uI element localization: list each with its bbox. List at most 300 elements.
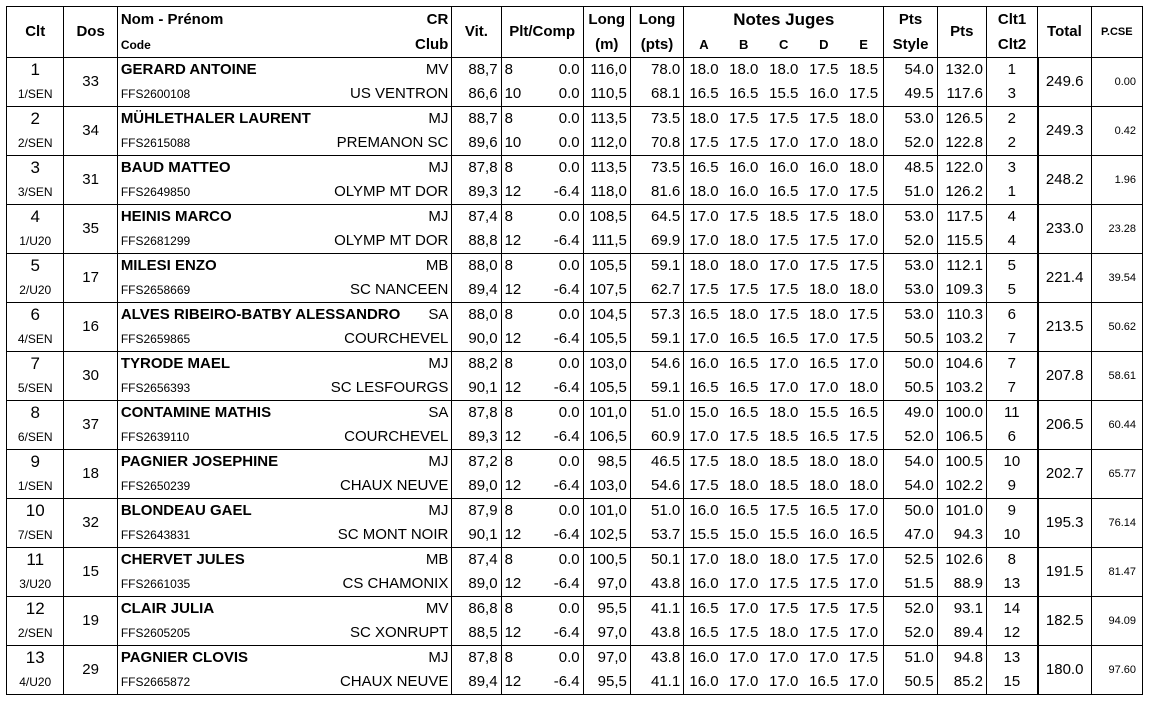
- total-score: 248.2: [1038, 156, 1091, 205]
- total-score: 221.4: [1038, 254, 1091, 303]
- judge-note-a-1: 15.0: [684, 401, 724, 426]
- judge-note-c-2: 18.5: [764, 425, 804, 450]
- style-points-1: 53.0: [884, 303, 937, 328]
- regional-committee: MJ: [428, 649, 449, 666]
- judge-note-a-1: 16.5: [684, 597, 724, 622]
- judge-note-c-1: 18.5: [764, 450, 804, 475]
- judge-note-c-2: 15.5: [764, 523, 804, 548]
- judge-note-e-2: 18.0: [844, 278, 884, 303]
- jump-rank-2: 15: [986, 670, 1037, 695]
- jump-rank-2: 1: [986, 180, 1037, 205]
- style-points-2: 47.0: [884, 523, 937, 548]
- code-club-cell: [117, 278, 452, 303]
- style-points-1: 52.5: [884, 548, 937, 573]
- judge-note-b-2: 16.5: [724, 82, 764, 107]
- club-name: SC NANCEEN: [349, 281, 449, 298]
- jump-rank-1: 10: [986, 450, 1037, 475]
- licence-code: FFS2643831: [120, 528, 191, 542]
- gate-2: 10: [501, 82, 528, 107]
- gate-2: 12: [501, 376, 528, 401]
- judge-note-a-1: 16.5: [684, 303, 724, 328]
- speed-1: 88,0: [452, 254, 501, 279]
- licence-code: FFS2681299: [120, 234, 191, 248]
- speed-1: 87,4: [452, 205, 501, 230]
- style-points-2: 51.5: [884, 572, 937, 597]
- style-points-2: 52.0: [884, 621, 937, 646]
- jump-rank-1: 14: [986, 597, 1037, 622]
- licence-code: FFS2639110: [120, 430, 190, 444]
- table-row: [7, 229, 1143, 254]
- speed-1: 88,2: [452, 352, 501, 377]
- judge-note-e-2: 17.0: [844, 621, 884, 646]
- regional-committee: SA: [428, 306, 449, 323]
- header-nom-cr: [117, 7, 452, 33]
- table-row: [7, 621, 1143, 646]
- judge-note-d-1: 18.0: [804, 450, 844, 475]
- jump-rank-1: 3: [986, 156, 1037, 181]
- table-row: [7, 156, 1143, 181]
- style-points-1: 53.0: [884, 205, 937, 230]
- judge-note-e-1: 18.0: [844, 450, 884, 475]
- judge-note-d-2: 16.5: [804, 425, 844, 450]
- judge-note-a-2: 17.0: [684, 229, 724, 254]
- jump-rank-1: 9: [986, 499, 1037, 524]
- judge-note-d-2: 17.5: [804, 621, 844, 646]
- style-points-1: 49.0: [884, 401, 937, 426]
- judge-note-a-1: 17.5: [684, 450, 724, 475]
- distance-pts-2: 62.7: [630, 278, 683, 303]
- table-row: [7, 180, 1143, 205]
- judge-note-b-2: 15.0: [724, 523, 764, 548]
- distance-pts-1: 73.5: [630, 107, 683, 132]
- judge-note-c-2: 16.5: [764, 180, 804, 205]
- judge-note-c-2: 18.5: [764, 474, 804, 499]
- header-pts: Pts: [937, 7, 986, 58]
- athlete-name: BLONDEAU GAEL: [120, 502, 252, 519]
- judge-note-c-2: 15.5: [764, 82, 804, 107]
- judge-note-a-2: 16.0: [684, 670, 724, 695]
- compensation-1: 0.0: [528, 205, 583, 230]
- judge-note-c-2: 17.5: [764, 278, 804, 303]
- compensation-2: -6.4: [528, 670, 583, 695]
- bib-number: 34: [64, 107, 117, 156]
- table-row: [7, 425, 1143, 450]
- judge-note-e-1: 17.5: [844, 597, 884, 622]
- gate-1: 8: [501, 254, 528, 279]
- judge-note-c-1: 18.0: [764, 58, 804, 83]
- jump-points-2: 103.2: [937, 327, 986, 352]
- distance-m-2: 107,5: [583, 278, 630, 303]
- header-pcse: P.CSE: [1091, 7, 1142, 58]
- judge-note-a-1: 17.0: [684, 205, 724, 230]
- licence-code: FFS2665872: [120, 675, 191, 689]
- distance-m-2: 106,5: [583, 425, 630, 450]
- judge-note-b-2: 17.5: [724, 621, 764, 646]
- speed-1: 87,8: [452, 156, 501, 181]
- code-club-cell: [117, 327, 452, 352]
- table-row: [7, 474, 1143, 499]
- total-score: 202.7: [1038, 450, 1091, 499]
- regional-committee: MV: [425, 600, 449, 617]
- judge-note-b-1: 18.0: [724, 548, 764, 573]
- licence-code: FFS2605205: [120, 626, 191, 640]
- header-judge-d: D: [819, 36, 829, 52]
- judge-note-d-1: 17.5: [804, 548, 844, 573]
- style-points-1: 54.0: [884, 58, 937, 83]
- pcse-points: 1.96: [1091, 156, 1142, 205]
- distance-m-2: 105,5: [583, 327, 630, 352]
- distance-pts-2: 43.8: [630, 572, 683, 597]
- category-rank: 2/SEN: [7, 621, 64, 646]
- pcse-points: 65.77: [1091, 450, 1142, 499]
- compensation-2: 0.0: [528, 82, 583, 107]
- style-points-1: 51.0: [884, 646, 937, 671]
- jump-rank-2: 6: [986, 425, 1037, 450]
- athlete-cell: [117, 450, 452, 475]
- compensation-2: 0.0: [528, 131, 583, 156]
- gate-2: 12: [501, 278, 528, 303]
- table-row: [7, 401, 1143, 426]
- judge-note-c-2: 16.5: [764, 327, 804, 352]
- style-points-2: 50.5: [884, 670, 937, 695]
- distance-m-1: 100,5: [583, 548, 630, 573]
- club-name: CHAUX NEUVE: [339, 673, 449, 690]
- judge-note-e-2: 17.0: [844, 670, 884, 695]
- compensation-2: -6.4: [528, 278, 583, 303]
- judge-note-c-1: 18.0: [764, 401, 804, 426]
- header-clt: Clt: [7, 7, 64, 58]
- table-row: [7, 523, 1143, 548]
- speed-2: 89,3: [452, 180, 501, 205]
- judge-note-d-2: 17.5: [804, 229, 844, 254]
- speed-2: 89,4: [452, 670, 501, 695]
- judge-note-a-2: 17.0: [684, 425, 724, 450]
- pcse-points: 60.44: [1091, 401, 1142, 450]
- gate-1: 8: [501, 352, 528, 377]
- table-row: [7, 597, 1143, 622]
- judge-note-c-1: 17.5: [764, 303, 804, 328]
- judge-note-b-1: 16.5: [724, 352, 764, 377]
- style-points-2: 49.5: [884, 82, 937, 107]
- regional-committee: SA: [428, 404, 449, 421]
- jump-points-2: 122.8: [937, 131, 986, 156]
- jump-points-1: 110.3: [937, 303, 986, 328]
- licence-code: FFS2661035: [120, 577, 191, 591]
- jump-rank-1: 4: [986, 205, 1037, 230]
- code-club-cell: [117, 670, 452, 695]
- compensation-2: -6.4: [528, 327, 583, 352]
- speed-2: 90,0: [452, 327, 501, 352]
- athlete-cell: [117, 646, 452, 671]
- pcse-points: 97.60: [1091, 646, 1142, 695]
- distance-m-1: 97,0: [583, 646, 630, 671]
- speed-2: 88,8: [452, 229, 501, 254]
- jump-rank-1: 8: [986, 548, 1037, 573]
- bib-number: 33: [64, 58, 117, 107]
- header-code: Code: [120, 37, 151, 52]
- judge-note-b-1: 18.0: [724, 58, 764, 83]
- athlete-name: TYRODE MAEL: [120, 355, 230, 372]
- pcse-points: 23.28: [1091, 205, 1142, 254]
- gate-2: 12: [501, 670, 528, 695]
- judge-note-a-2: 18.0: [684, 180, 724, 205]
- club-name: PREMANON SC: [336, 134, 449, 151]
- distance-pts-2: 69.9: [630, 229, 683, 254]
- athlete-name: GERARD ANTOINE: [120, 61, 257, 78]
- header-code-club: [117, 32, 452, 58]
- judge-note-a-2: 15.5: [684, 523, 724, 548]
- athlete-cell: [117, 254, 452, 279]
- compensation-1: 0.0: [528, 58, 583, 83]
- regional-committee: MB: [425, 257, 449, 274]
- pcse-points: 50.62: [1091, 303, 1142, 352]
- speed-2: 90,1: [452, 523, 501, 548]
- athlete-cell: [117, 352, 452, 377]
- jump-rank-1: 13: [986, 646, 1037, 671]
- category-rank: 1/SEN: [7, 474, 64, 499]
- judge-note-e-1: 17.0: [844, 352, 884, 377]
- distance-m-1: 108,5: [583, 205, 630, 230]
- judge-note-e-1: 18.0: [844, 156, 884, 181]
- regional-committee: MJ: [428, 502, 449, 519]
- table-row: [7, 376, 1143, 401]
- distance-m-1: 116,0: [583, 58, 630, 83]
- judge-note-c-1: 16.0: [764, 156, 804, 181]
- judge-note-d-1: 18.0: [804, 303, 844, 328]
- jump-rank-1: 6: [986, 303, 1037, 328]
- judge-note-d-1: 17.5: [804, 58, 844, 83]
- table-row: [7, 278, 1143, 303]
- judge-note-a-1: 18.0: [684, 58, 724, 83]
- compensation-2: -6.4: [528, 376, 583, 401]
- speed-1: 87,9: [452, 499, 501, 524]
- distance-m-2: 97,0: [583, 621, 630, 646]
- table-row: [7, 670, 1143, 695]
- category-rank: 6/SEN: [7, 425, 64, 450]
- category-rank: 4/U20: [7, 670, 64, 695]
- licence-code: FFS2650239: [120, 479, 191, 493]
- judge-note-c-2: 17.5: [764, 572, 804, 597]
- judge-note-b-1: 17.0: [724, 646, 764, 671]
- judge-note-b-2: 17.0: [724, 572, 764, 597]
- speed-2: 89,0: [452, 572, 501, 597]
- judge-note-d-2: 16.5: [804, 670, 844, 695]
- jump-rank-2: 2: [986, 131, 1037, 156]
- judge-note-a-2: 16.5: [684, 376, 724, 401]
- athlete-name: MILESI ENZO: [120, 257, 217, 274]
- gate-2: 12: [501, 180, 528, 205]
- distance-pts-1: 64.5: [630, 205, 683, 230]
- club-name: CS CHAMONIX: [342, 575, 449, 592]
- regional-committee: MJ: [428, 453, 449, 470]
- judge-note-c-1: 17.0: [764, 646, 804, 671]
- category-rank: 2/SEN: [7, 131, 64, 156]
- header-club: Club: [415, 35, 449, 53]
- rank-cell: 10: [7, 499, 64, 524]
- jump-rank-2: 9: [986, 474, 1037, 499]
- judge-note-e-1: 16.5: [844, 401, 884, 426]
- gate-2: 12: [501, 474, 528, 499]
- header-plt-comp: Plt/Comp: [501, 7, 583, 58]
- rank-cell: 11: [7, 548, 64, 573]
- judge-note-d-1: 17.5: [804, 597, 844, 622]
- header-long-m-unit: (m): [583, 32, 630, 58]
- style-points-2: 50.5: [884, 376, 937, 401]
- gate-1: 8: [501, 401, 528, 426]
- judge-note-b-1: 16.5: [724, 499, 764, 524]
- regional-committee: MJ: [428, 355, 449, 372]
- category-rank: 2/U20: [7, 278, 64, 303]
- rank-cell: 8: [7, 401, 64, 426]
- distance-pts-1: 51.0: [630, 499, 683, 524]
- table-row: [7, 254, 1143, 279]
- gate-2: 10: [501, 131, 528, 156]
- compensation-1: 0.0: [528, 303, 583, 328]
- speed-2: 89,4: [452, 278, 501, 303]
- code-club-cell: [117, 621, 452, 646]
- judge-note-c-2: 17.0: [764, 131, 804, 156]
- jump-points-1: 102.6: [937, 548, 986, 573]
- athlete-cell: [117, 58, 452, 83]
- category-rank: 4/SEN: [7, 327, 64, 352]
- distance-pts-1: 51.0: [630, 401, 683, 426]
- club-name: CHAUX NEUVE: [339, 477, 449, 494]
- gate-1: 8: [501, 205, 528, 230]
- judge-note-e-2: 16.5: [844, 523, 884, 548]
- jump-points-2: 89.4: [937, 621, 986, 646]
- speed-1: 86,8: [452, 597, 501, 622]
- club-name: COURCHEVEL: [344, 330, 449, 347]
- gate-2: 12: [501, 327, 528, 352]
- jump-points-2: 102.2: [937, 474, 986, 499]
- bib-number: 16: [64, 303, 117, 352]
- distance-pts-2: 68.1: [630, 82, 683, 107]
- jump-rank-2: 7: [986, 376, 1037, 401]
- athlete-name: CONTAMINE MATHIS: [120, 404, 272, 421]
- judge-note-e-2: 17.5: [844, 327, 884, 352]
- athlete-cell: [117, 548, 452, 573]
- header-long-pts: Long: [630, 7, 683, 33]
- athlete-name: HEINIS MARCO: [120, 208, 232, 225]
- distance-pts-1: 59.1: [630, 254, 683, 279]
- athlete-name: PAGNIER JOSEPHINE: [120, 453, 279, 470]
- distance-pts-2: 53.7: [630, 523, 683, 548]
- club-name: SC XONRUPT: [349, 624, 449, 641]
- style-points-2: 50.5: [884, 327, 937, 352]
- distance-pts-1: 41.1: [630, 597, 683, 622]
- distance-m-2: 97,0: [583, 572, 630, 597]
- licence-code: FFS2656393: [120, 381, 191, 395]
- athlete-name: ALVES RIBEIRO-BATBY ALESSANDRO: [120, 306, 401, 323]
- gate-1: 8: [501, 597, 528, 622]
- pcse-points: 76.14: [1091, 499, 1142, 548]
- style-points-2: 51.0: [884, 180, 937, 205]
- jump-rank-1: 11: [986, 401, 1037, 426]
- distance-pts-2: 70.8: [630, 131, 683, 156]
- header-dos: Dos: [64, 7, 117, 58]
- jump-rank-1: 5: [986, 254, 1037, 279]
- regional-committee: MJ: [428, 208, 449, 225]
- speed-1: 87,8: [452, 646, 501, 671]
- compensation-1: 0.0: [528, 107, 583, 132]
- style-points-2: 53.0: [884, 278, 937, 303]
- distance-pts-1: 57.3: [630, 303, 683, 328]
- judge-note-a-1: 16.0: [684, 352, 724, 377]
- distance-m-1: 105,5: [583, 254, 630, 279]
- compensation-1: 0.0: [528, 597, 583, 622]
- jump-points-1: 122.0: [937, 156, 986, 181]
- jump-points-1: 126.5: [937, 107, 986, 132]
- distance-pts-2: 41.1: [630, 670, 683, 695]
- judge-note-d-1: 17.5: [804, 107, 844, 132]
- category-rank: 5/SEN: [7, 376, 64, 401]
- style-points-2: 52.0: [884, 229, 937, 254]
- header-total: Total: [1038, 7, 1091, 58]
- header-judge-a: A: [684, 32, 724, 58]
- judge-note-d-1: 16.5: [804, 499, 844, 524]
- style-points-1: 53.0: [884, 254, 937, 279]
- jump-points-1: 112.1: [937, 254, 986, 279]
- table-row: [7, 131, 1143, 156]
- jump-points-2: 85.2: [937, 670, 986, 695]
- table-header: [7, 7, 1143, 58]
- jump-rank-2: 10: [986, 523, 1037, 548]
- judge-note-c-1: 17.5: [764, 107, 804, 132]
- licence-code: FFS2659865: [120, 332, 191, 346]
- judge-note-e-2: 18.0: [844, 376, 884, 401]
- style-points-1: 50.0: [884, 352, 937, 377]
- judge-note-e-2: 18.0: [844, 131, 884, 156]
- gate-1: 8: [501, 499, 528, 524]
- rank-cell: 9: [7, 450, 64, 475]
- code-club-cell: [117, 474, 452, 499]
- compensation-1: 0.0: [528, 499, 583, 524]
- distance-pts-2: 59.1: [630, 327, 683, 352]
- athlete-cell: [117, 205, 452, 230]
- judge-note-c-2: 17.5: [764, 229, 804, 254]
- header-judge-b: B: [739, 36, 749, 52]
- compensation-2: -6.4: [528, 621, 583, 646]
- total-score: 191.5: [1038, 548, 1091, 597]
- licence-code: FFS2649850: [120, 185, 191, 199]
- style-points-1: 53.0: [884, 107, 937, 132]
- speed-2: 88,5: [452, 621, 501, 646]
- jump-points-1: 100.0: [937, 401, 986, 426]
- judge-note-c-1: 17.5: [764, 597, 804, 622]
- judge-note-b-2: 18.0: [724, 474, 764, 499]
- jump-rank-2: 3: [986, 82, 1037, 107]
- judge-note-e-2: 17.0: [844, 229, 884, 254]
- jump-rank-1: 1: [986, 58, 1037, 83]
- rank-cell: 7: [7, 352, 64, 377]
- judge-note-c-1: 17.0: [764, 254, 804, 279]
- style-points-2: 52.0: [884, 425, 937, 450]
- results-table: [6, 6, 1143, 695]
- pcse-points: 94.09: [1091, 597, 1142, 646]
- distance-m-2: 118,0: [583, 180, 630, 205]
- judge-note-a-2: 16.0: [684, 572, 724, 597]
- regional-committee: MB: [425, 551, 449, 568]
- judge-note-b-1: 16.0: [724, 156, 764, 181]
- distance-m-1: 103,0: [583, 352, 630, 377]
- distance-m-1: 101,0: [583, 401, 630, 426]
- judge-note-b-2: 16.5: [724, 376, 764, 401]
- code-club-cell: [117, 229, 452, 254]
- judge-note-b-1: 16.5: [724, 401, 764, 426]
- judge-note-a-2: 17.5: [684, 474, 724, 499]
- judge-note-d-1: 17.5: [804, 205, 844, 230]
- distance-m-1: 95,5: [583, 597, 630, 622]
